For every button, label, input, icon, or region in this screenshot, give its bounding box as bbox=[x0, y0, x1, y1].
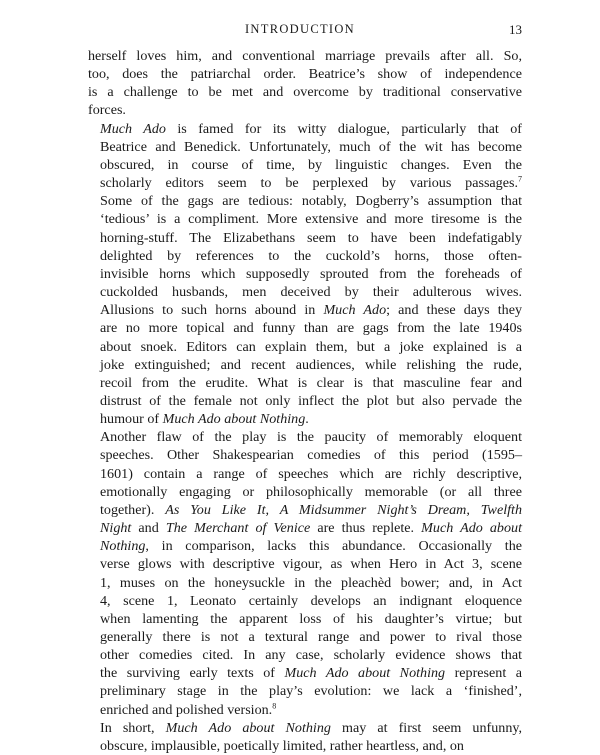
text-run: In short, bbox=[100, 719, 166, 736]
text-run: Allusions to such horns abound in bbox=[100, 302, 324, 319]
paragraph bbox=[88, 47, 522, 120]
text-line bbox=[88, 646, 522, 664]
text-run: herself loves him, and conventional marriage prevails after all. So, bbox=[88, 48, 522, 64]
text-line bbox=[88, 592, 522, 610]
text-line bbox=[88, 737, 522, 755]
text-run: joke extinguished; and recent audiences, while relishing the rude, bbox=[100, 356, 522, 373]
body-text bbox=[88, 47, 522, 755]
paragraph bbox=[88, 428, 522, 719]
text-line bbox=[88, 301, 522, 319]
text-line bbox=[88, 374, 522, 392]
text-line bbox=[88, 156, 522, 174]
text-run: emotionally engaging or philosophically memorable (or all three bbox=[100, 483, 522, 500]
text-line bbox=[88, 174, 522, 192]
italic-text: The Merchant of Venice bbox=[165, 520, 311, 537]
text-line bbox=[88, 120, 522, 138]
text-run: . bbox=[305, 411, 309, 428]
text-run: 1, muses on the honeysuckle in the pleachèd bower; and, in Act bbox=[100, 574, 522, 591]
italic-text: Night bbox=[100, 520, 132, 537]
text-line bbox=[88, 83, 522, 101]
text-line bbox=[88, 537, 522, 555]
text-line bbox=[88, 338, 522, 356]
text-run: delighted by references to the cuckold’s horns, those often- bbox=[100, 247, 522, 264]
italic-text: Much Ado about Nothing bbox=[284, 665, 446, 682]
running-head bbox=[0, 22, 600, 42]
text-run: are thus replete. bbox=[310, 520, 422, 537]
text-line bbox=[88, 392, 522, 410]
footnote-ref: 8 bbox=[272, 700, 277, 710]
italic-text: Much Ado about Nothing bbox=[162, 411, 306, 428]
text-line bbox=[88, 65, 522, 83]
text-line bbox=[88, 210, 522, 228]
text-run: too, does the patriarchal order. Beatrice’s show of independence bbox=[88, 66, 522, 83]
italic-text: Much Ado about Nothing bbox=[165, 719, 331, 736]
text-line bbox=[88, 138, 522, 156]
text-run: recoil from the erudite. What is clear is that masculine fear and bbox=[100, 374, 522, 391]
italic-text: Much Ado bbox=[100, 120, 166, 137]
text-line bbox=[88, 47, 522, 65]
text-run: forces. bbox=[88, 102, 126, 119]
text-run: the surviving early texts of bbox=[100, 665, 285, 682]
text-line bbox=[88, 247, 522, 265]
text-run: and bbox=[131, 520, 166, 537]
text-line bbox=[88, 229, 522, 247]
text-run: verse glows with descriptive vigour, as when Hero in Act 3, scene bbox=[100, 556, 522, 573]
text-line bbox=[88, 682, 522, 700]
text-run: speeches. Other Shakespearian comedies of this period (1595– bbox=[100, 447, 522, 464]
text-run: enriched and polished version. bbox=[100, 701, 273, 718]
text-line bbox=[88, 483, 522, 501]
text-line bbox=[88, 101, 522, 119]
text-run: invisible horns which supposedly sprouted from the foreheads of bbox=[100, 265, 522, 282]
text-line bbox=[88, 555, 522, 573]
text-run: is famed for its witty dialogue, particularly that of bbox=[165, 120, 522, 137]
text-line bbox=[88, 192, 522, 210]
text-line bbox=[88, 446, 522, 464]
footnote-ref: 7 bbox=[518, 174, 522, 184]
text-run: humour of bbox=[100, 411, 163, 428]
text-line bbox=[88, 610, 522, 628]
text-line bbox=[88, 501, 522, 519]
text-line bbox=[88, 719, 522, 737]
italic-text: Much Ado about bbox=[421, 520, 522, 537]
text-run: together). bbox=[100, 501, 166, 518]
text-run: 1601) contain a range of speeches which are richly descriptive, bbox=[100, 465, 522, 482]
text-run: Another flaw of the play is the paucity of memorably eloquent bbox=[100, 429, 522, 446]
text-run: about snoek. Editors can explain them, but a joke explained is a bbox=[100, 338, 522, 355]
text-line bbox=[88, 701, 522, 719]
page-number: 13 bbox=[509, 22, 522, 37]
running-title: INTRODUCTION bbox=[244, 22, 356, 36]
text-run: are no more topical and funny than are gags from the late 1940s bbox=[100, 320, 522, 337]
italic-text: As You Like It, A Midsummer Night’s Dream, Twelfth bbox=[165, 501, 522, 518]
text-line bbox=[88, 319, 522, 337]
text-run: ; and these days they bbox=[386, 302, 523, 319]
text-run: is a challenge to be met and overcome by traditional conservative bbox=[88, 84, 522, 101]
text-line bbox=[88, 410, 522, 428]
text-run: Beatrice and Benedick. Unfortunately, much of the wit has become bbox=[100, 138, 522, 155]
text-run: may at first seem unfunny, bbox=[330, 719, 523, 736]
text-line bbox=[88, 465, 522, 483]
text-line bbox=[88, 428, 522, 446]
text-run: scholarly editors seem to be perplexed by various passages. bbox=[100, 175, 518, 192]
text-run: represent a bbox=[445, 665, 523, 682]
italic-text: Nothing bbox=[100, 538, 146, 555]
text-run: Some of the gags are tedious: notably, Dogberry’s assumption that bbox=[100, 193, 522, 210]
text-run: cuckolded husbands, men deceived by their adulterous wives. bbox=[100, 284, 522, 301]
text-run: 4, scene 1, Leonato certainly develops an indignant eloquence bbox=[100, 592, 522, 609]
text-run: generally there is not a textural range and power to rival those bbox=[100, 629, 522, 645]
text-run: obscure, implausible, poetically limited, rather heartless, and, on bbox=[100, 737, 464, 754]
text-run: distrust of the female not only inflect the plot but also pervade the bbox=[100, 392, 522, 409]
text-line bbox=[88, 519, 522, 537]
text-run: obscured, in course of time, by linguistic changes. Even the bbox=[100, 156, 522, 173]
text-run: ‘tedious’ is a compliment. More extensive and more tiresome is the bbox=[100, 211, 522, 228]
text-run: , in comparison, lacks this abundance. Occasionally the bbox=[145, 538, 522, 555]
text-line bbox=[88, 628, 522, 646]
text-run: other comedies cited. In any case, scholarly evidence shows that bbox=[100, 647, 522, 664]
text-line bbox=[88, 356, 522, 374]
text-run: horning-stuff. The Elizabethans seem to have been indefatigably bbox=[100, 229, 522, 246]
text-line bbox=[88, 574, 522, 592]
italic-text: Much Ado bbox=[323, 302, 387, 319]
text-line bbox=[88, 283, 522, 301]
text-line bbox=[88, 265, 522, 283]
text-run: preliminary stage in the play’s evolution: we lack a ‘finished’, bbox=[100, 683, 522, 700]
text-run: when lamenting the apparent loss of his daughter’s virtue; but bbox=[100, 610, 522, 627]
paragraph bbox=[88, 120, 522, 429]
text-line bbox=[88, 664, 522, 682]
